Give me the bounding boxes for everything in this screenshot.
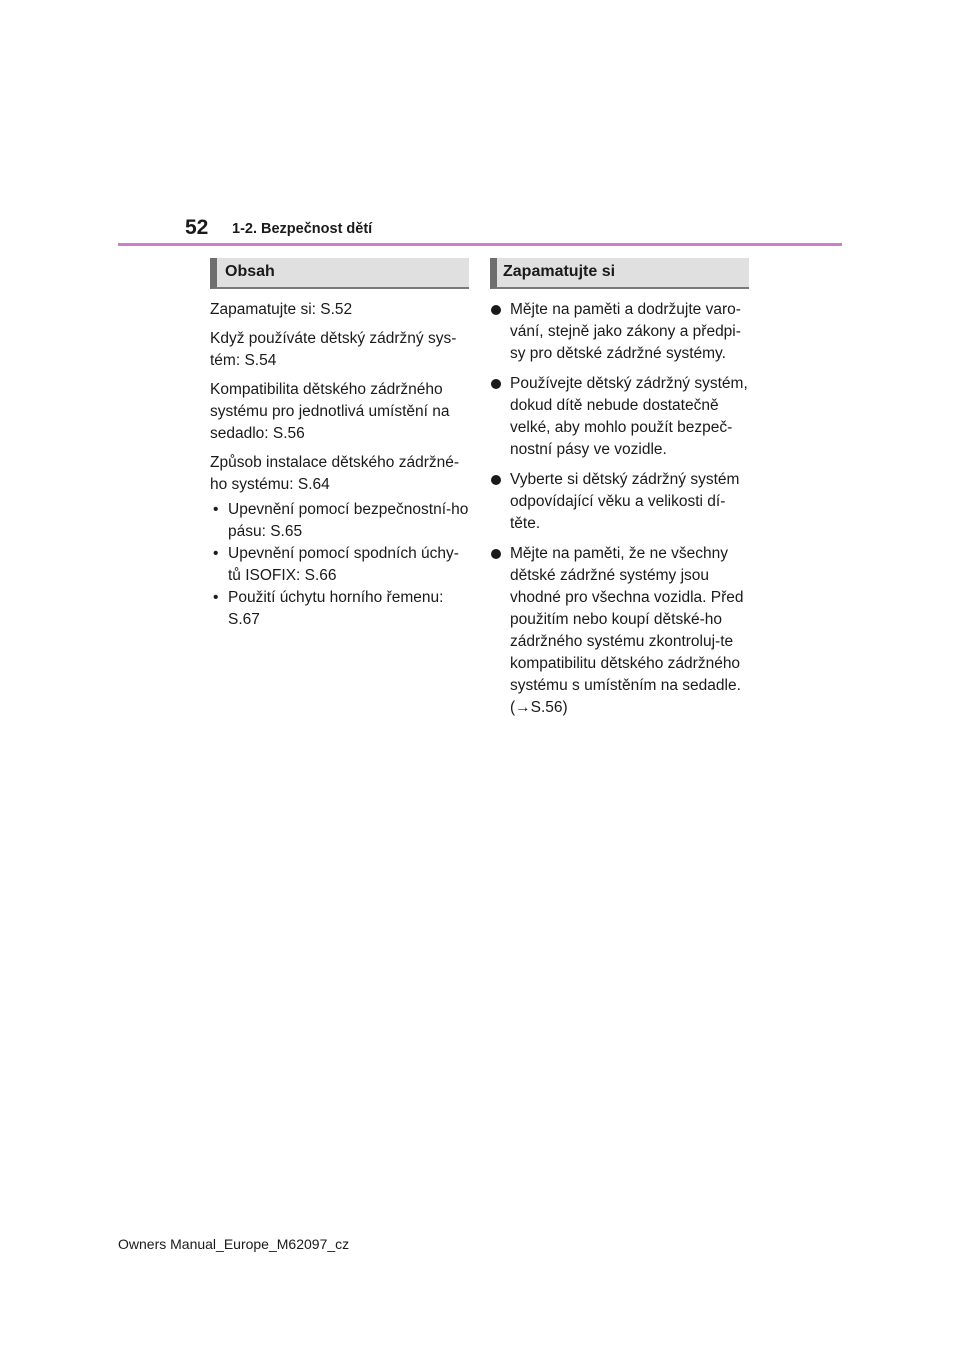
remember-heading: Zapamatujte si	[490, 258, 749, 289]
contents-sub-list	[210, 499, 469, 631]
remember-box	[490, 258, 749, 727]
contents-list	[210, 289, 469, 631]
contents-entry: Zapamatujte si: S.52	[210, 301, 353, 318]
contents-sub-entry: • Upevnění pomocí spodních úchy-tů ISOFIX: S.66	[210, 543, 469, 587]
remember-bullet: Vyberte si dětský zádržný systém odpovídající věku a velikosti dí-těte.	[490, 469, 749, 535]
remember-bullet: Používejte dětský zádržný systém, dokud dítě nebude dostatečně velké, aby mohlo použít bezpeč-nostní pásy ve vozidle.	[490, 373, 749, 461]
contents-entry: Způsob instalace dětského zádržné-ho systému: S.64	[210, 454, 460, 493]
section-title: 1-2. Bezpečnost dětí	[232, 221, 373, 237]
footer-text: Owners Manual_Europe_M62097_cz	[118, 1236, 350, 1252]
remember-bullet: Mějte na paměti a dodržujte varo-vání, stejně jako zákony a předpi-sy pro dětské zádržné systémy.	[490, 299, 749, 365]
remember-bullet: Mějte na paměti, že ne všechny dětské zádržné systémy jsou vhodné pro všechna vozidla. Před použitím nebo koupí dětské-ho zádržného systému zkontroluj-te kompatibilitu dětského zádržného systému s umístěním na sedadle. (→S.56)	[490, 543, 749, 719]
remember-bullet-list	[490, 289, 749, 719]
contents-entry: Kompatibilita dětského zádržného systému pro jednotlivá umístění na sedadlo: S.56	[210, 381, 450, 442]
contents-box	[210, 258, 469, 631]
contents-sub-entry: • Použití úchytu horního řemenu: S.67	[210, 587, 469, 631]
header-rule	[118, 243, 842, 246]
contents-sub-entry: • Upevnění pomocí bezpečnostní-ho pásu: S.65	[210, 499, 469, 543]
page-number: 52	[185, 216, 209, 239]
contents-heading: Obsah	[210, 258, 469, 289]
contents-entry: Když používáte dětský zádržný sys-tém: S.54	[210, 330, 457, 369]
